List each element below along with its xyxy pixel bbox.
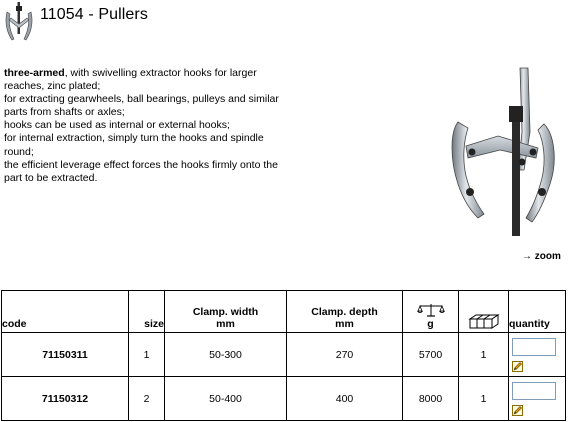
edit-pencil-icon[interactable] <box>512 405 523 416</box>
cell-pack: 1 <box>459 333 509 377</box>
cell-weight: 5700 <box>403 333 459 377</box>
column-header-code: code <box>2 291 129 333</box>
cell-clamp-depth: 400 <box>287 377 403 421</box>
description-intro <box>4 67 294 93</box>
cell-quantity <box>509 377 566 421</box>
description-line: for extracting gearwheels, ball bearings, pulleys and similar parts from shafts or axles; <box>4 93 279 119</box>
cell-clamp-width: 50-300 <box>165 333 287 377</box>
column-header-size: size <box>129 291 165 333</box>
cell-weight: 8000 <box>403 377 459 421</box>
scale-icon <box>417 303 445 317</box>
description-lead: three-armed <box>4 67 65 79</box>
clamp-depth-label: Clamp. depth <box>311 306 378 318</box>
cell-code[interactable]: 71150312 <box>2 377 129 421</box>
product-description <box>4 67 294 185</box>
table-header-row <box>2 291 566 333</box>
cell-clamp-depth: 270 <box>287 333 403 377</box>
description-line: hooks can be used as internal or external hooks; <box>4 119 230 132</box>
table-row <box>2 333 566 377</box>
edit-pencil-icon[interactable] <box>512 361 523 372</box>
page-title: 11054 - Pullers <box>40 6 148 23</box>
column-header-weight <box>403 291 459 333</box>
table-row <box>2 377 566 421</box>
cell-quantity <box>509 333 566 377</box>
product-image[interactable] <box>438 62 568 252</box>
column-header-clamp-depth <box>287 291 403 333</box>
zoom-link[interactable]: → zoom <box>522 251 561 262</box>
column-header-clamp-width <box>165 291 287 333</box>
page-header <box>0 0 568 50</box>
package-icon <box>468 313 500 329</box>
cell-pack: 1 <box>459 377 509 421</box>
quantity-input[interactable] <box>512 338 556 356</box>
cell-size: 2 <box>129 377 165 421</box>
column-header-quantity: quantity <box>509 291 566 333</box>
column-header-pack <box>459 291 509 333</box>
article-table <box>1 290 566 421</box>
weight-unit: g <box>427 318 434 330</box>
cell-clamp-width: 50-400 <box>165 377 287 421</box>
clamp-depth-unit: mm <box>335 318 354 330</box>
description-line: the efficient leverage effect forces the hooks firmly onto the part to be extracted. <box>4 158 278 184</box>
clamp-width-unit: mm <box>216 318 235 330</box>
description-line: for internal extraction, simply turn the hooks and spindle round; <box>4 132 264 158</box>
description-lead-rest: , with swivelling extractor hooks for larger reaches, zinc plated; <box>4 67 257 93</box>
cell-size: 1 <box>129 333 165 377</box>
quantity-input[interactable] <box>512 382 556 400</box>
cell-code[interactable]: 71150311 <box>2 333 129 377</box>
puller-thumbnail-icon <box>2 2 36 46</box>
clamp-width-label: Clamp. width <box>192 306 259 318</box>
